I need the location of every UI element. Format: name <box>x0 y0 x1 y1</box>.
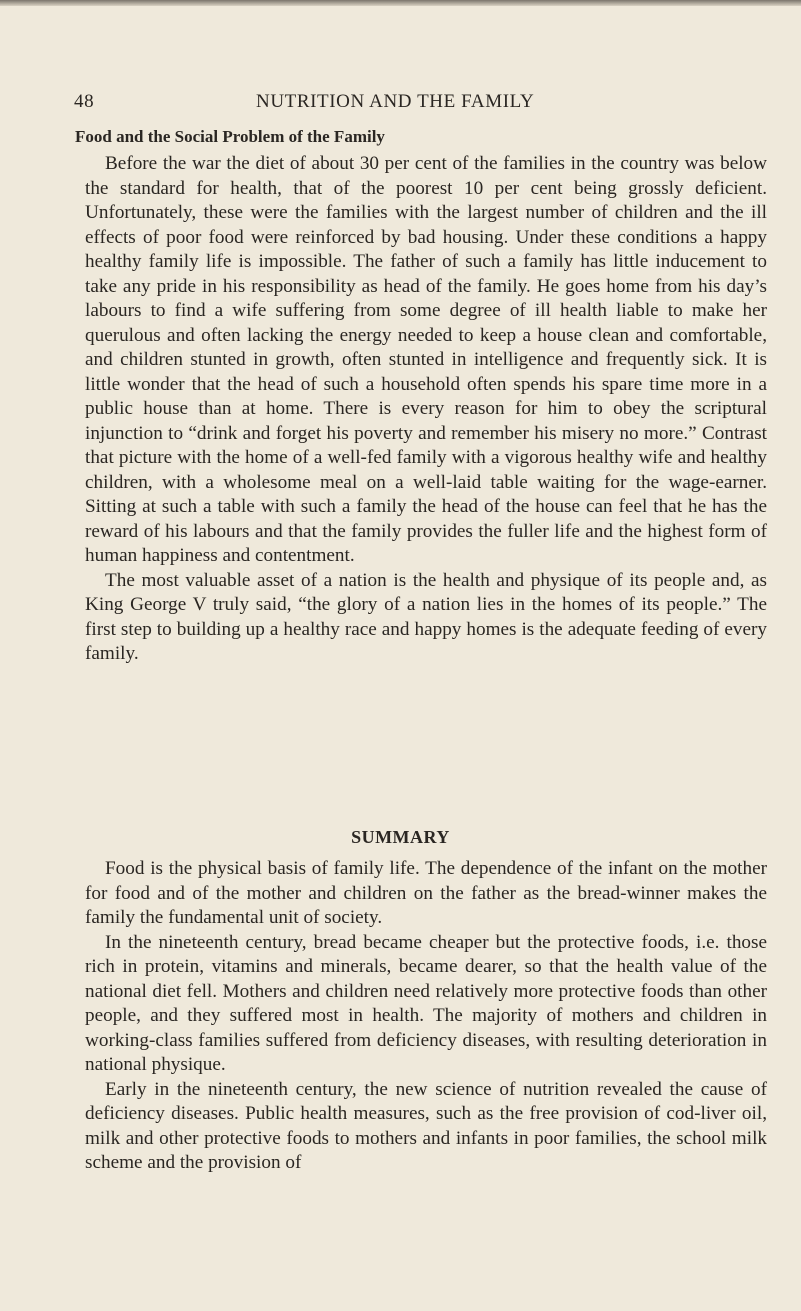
running-title: NUTRITION AND THE FAMILY <box>256 91 535 112</box>
section-body <box>85 152 767 667</box>
running-head <box>74 91 734 117</box>
summary-paragraph: Food is the physical basis of family life. The dependence of the infant on the mother for food and of the mother and children on the father as the bread-winner makes the family the fundamental unit of society. <box>85 858 767 928</box>
section-paragraph: Before the war the diet of about 30 per cent of the families in the country was below the standard for health, that of the poorest 10 per cent being grossly deficient. Unfortunately, these were the families with the largest number of children and the ill effects of poor food were reinforced by bad housing. Under these conditions a happy healthy family life is impossible. The father of such a family has little inducement to take any pride in his responsibility as head of the family. He goes home from his day’s labours to find a wife suffering from some degree of ill health liable to make her querulous and often lacking the energy needed to keep a house clean and comfortable, and children stunted in growth, often stunted in intelligence and frequently sick. It is little wonder that the head of such a household often spends his spare time more in a public house than at home. There is every reason for him to obey the scriptural injunction to “drink and forget his poverty and remember his misery no more.” Contrast that picture with the home of a well-fed family with a vigorous healthy wife and healthy children, with a wholesome meal on a well-laid table waiting for the wage-earner. Sitting at such a table with such a family the head of the house can feel that he has the reward of his labours and that the family provides the fuller life and the highest form of human happiness and contentment. <box>85 153 767 566</box>
summary-heading: SUMMARY <box>351 827 450 847</box>
section-heading: Food and the Social Problem of the Family <box>75 127 385 146</box>
page-number: 48 <box>74 91 95 112</box>
section-paragraph: The most valuable asset of a nation is the health and physique of its people and, as King George V truly said, “the glory of a nation lies in the homes of its people.” The first step to building up a healthy race and happy homes is the adequate feeding of every family. <box>85 569 767 664</box>
summary-paragraph: Early in the nineteenth century, the new science of nutrition revealed the cause of deficiency diseases. Public health measures, such as the free provision of cod-liver oil, milk and other protective foods to mothers and infants in poor families, the school milk scheme and the provision of <box>85 1078 767 1173</box>
summary-paragraph: In the nineteenth century, bread became cheaper but the protective foods, i.e. those rich in protein, vitamins and minerals, became dearer, so that the health value of the national diet fell. Mothers and children need relatively more protective foods than other people, and they suffered most in health. The majority of mothers and children in working-class families suffered from deficiency diseases, with resulting deterioration in national physique. <box>85 931 767 1075</box>
summary-body <box>85 857 767 1176</box>
